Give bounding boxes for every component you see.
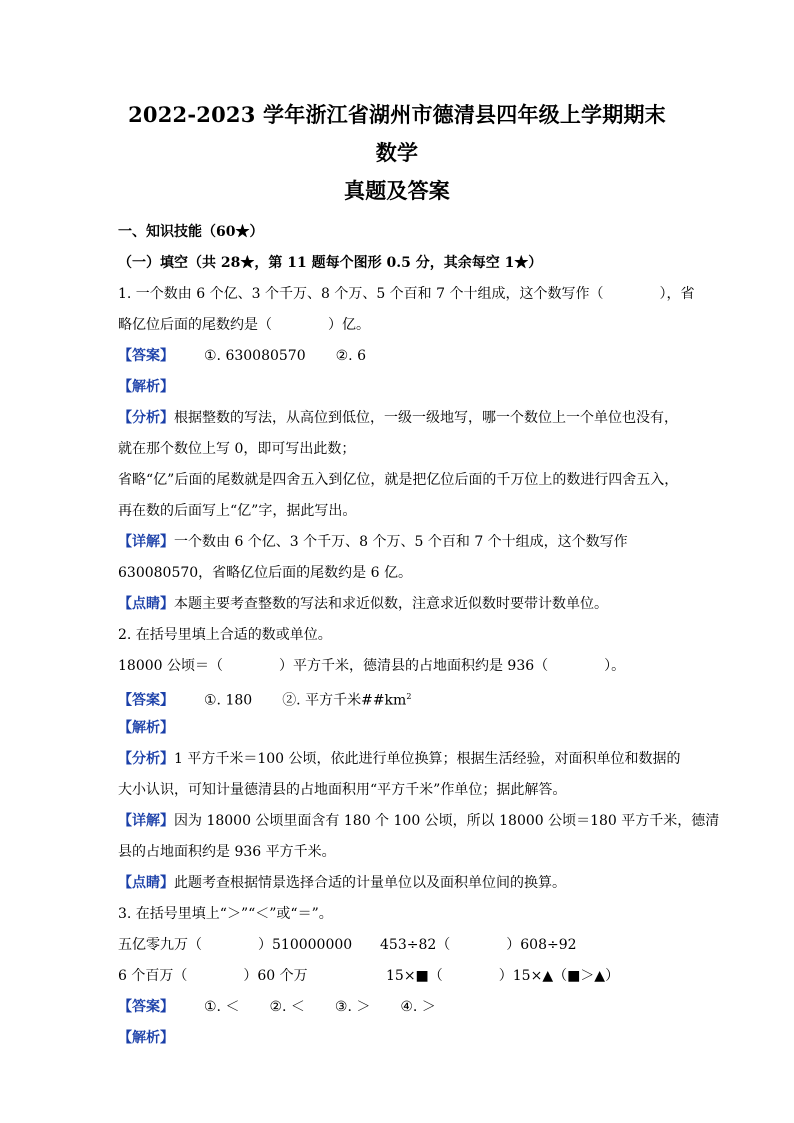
q3-analysis-tag: 【解析】: [118, 1030, 174, 1046]
document-title: [118, 96, 676, 210]
q3-row-2-right: 15×■（ ）15×▲（■＞▲）: [386, 968, 620, 984]
q1-text-line-2: 略亿位后面的尾数约是（ ）亿。: [118, 317, 370, 333]
q1-dianjing: 【点睛】本题主要考查整数的写法和求近似数，注意求近似数时要带计数单位。: [118, 596, 608, 612]
q2-text-line-2: 18000 公顷＝（ ）平方千米，德清县的占地面积约是 936（ ）。: [118, 658, 626, 674]
q2-detail-line-2: 县的占地面积约是 936 平方千米。: [118, 844, 336, 860]
q3-answer-2: ②. ＜: [269, 999, 305, 1015]
q1-answer-2: ②. 6: [335, 348, 366, 364]
q3-row-1-right: 453÷82（ ）608÷92: [380, 937, 577, 953]
q1-fenxi-line-1: 【分析】根据整数的写法，从高位到低位，一级一级地写，哪一个数位上一个单位也没有，: [118, 410, 678, 426]
q2-answer: [118, 689, 676, 720]
q2-analysis-tag: 【解析】: [118, 720, 174, 736]
title-line-2: 真题及答案: [344, 178, 450, 203]
q2-dianjing: 【点睛】此题考查根据情景选择合适的计量单位以及面积单位间的换算。: [118, 875, 566, 891]
q3-answer-1: ①. ＜: [204, 999, 240, 1015]
q1-analysis-tag: 【解析】: [118, 379, 174, 395]
q2-answer-2-superscript: 2: [406, 692, 412, 701]
section-heading: 一、知识技能（60★）: [118, 224, 264, 240]
q1-answer: [118, 348, 676, 379]
q2-fenxi-line-2: 大小认识，可知计量德清县的占地面积用“平方千米”作单位；据此解答。: [118, 782, 567, 798]
q1-detail-line-1: 【详解】一个数由 6 个亿、3 个千万、8 个万、5 个百和 7 个十组成，这个数写作: [118, 534, 628, 550]
q3-row-2: [118, 968, 676, 999]
answer-tag: 【答案】: [118, 999, 174, 1015]
answer-tag: 【答案】: [118, 348, 174, 364]
q1-text-line-1: 1. 一个数由 6 个亿、3 个千万、8 个万、5 个百和 7 个十组成，这个数写作（ ），省: [118, 286, 695, 302]
q2-fenxi-line-1: 【分析】1 平方千米＝100 公顷，依此进行单位换算；根据生活经验，对面积单位和数据的: [118, 751, 681, 767]
q2-answer-1: ①. 180: [204, 692, 253, 709]
q3-row-1: [118, 937, 676, 968]
q1-detail-line-2: 630080570，省略亿位后面的尾数约是 6 亿。: [118, 565, 412, 581]
answer-tag: 【答案】: [118, 692, 174, 709]
q2-answer-2: ②. 平方千米##km: [282, 692, 407, 709]
q3-answer: [118, 999, 676, 1030]
q1-answer-1: ①. 630080570: [204, 348, 306, 364]
q2-detail-line-1: 【详解】因为 18000 公顷里面含有 180 个 100 公顷，所以 18000 公顷＝180 平方千米，德清: [118, 813, 720, 829]
subsection-heading: （一）填空（共 28★，第 11 题每个图形 0.5 分，其余每空 1★）: [118, 255, 543, 271]
q3-answer-4: ④. ＞: [400, 999, 436, 1015]
title-line-1: 2022-2023 学年浙江省湖州市德清县四年级上学期期末数学: [128, 102, 666, 165]
q3-text-line-1: 3. 在括号里填上“＞”“＜”或“＝”。: [118, 906, 333, 922]
q3-row-1-left: 五亿零九万（ ）510000000: [118, 937, 353, 953]
q1-fenxi-line-2: 就在那个数位上写 0，即可写出此数；: [118, 441, 356, 457]
q3-answer-3: ③. ＞: [334, 999, 371, 1015]
q3-row-2-left: 6 个百万（ ）60 个万: [118, 968, 308, 984]
q1-fenxi-line-3: 省略“亿”后面的尾数就是四舍五入到亿位，就是把亿位后面的千万位上的数进行四舍五入，: [118, 472, 679, 488]
q2-text-line-1: 2. 在括号里填上合适的数或单位。: [118, 627, 332, 643]
q1-fenxi-line-4: 再在数的后面写上“亿”字，据此写出。: [118, 503, 357, 519]
